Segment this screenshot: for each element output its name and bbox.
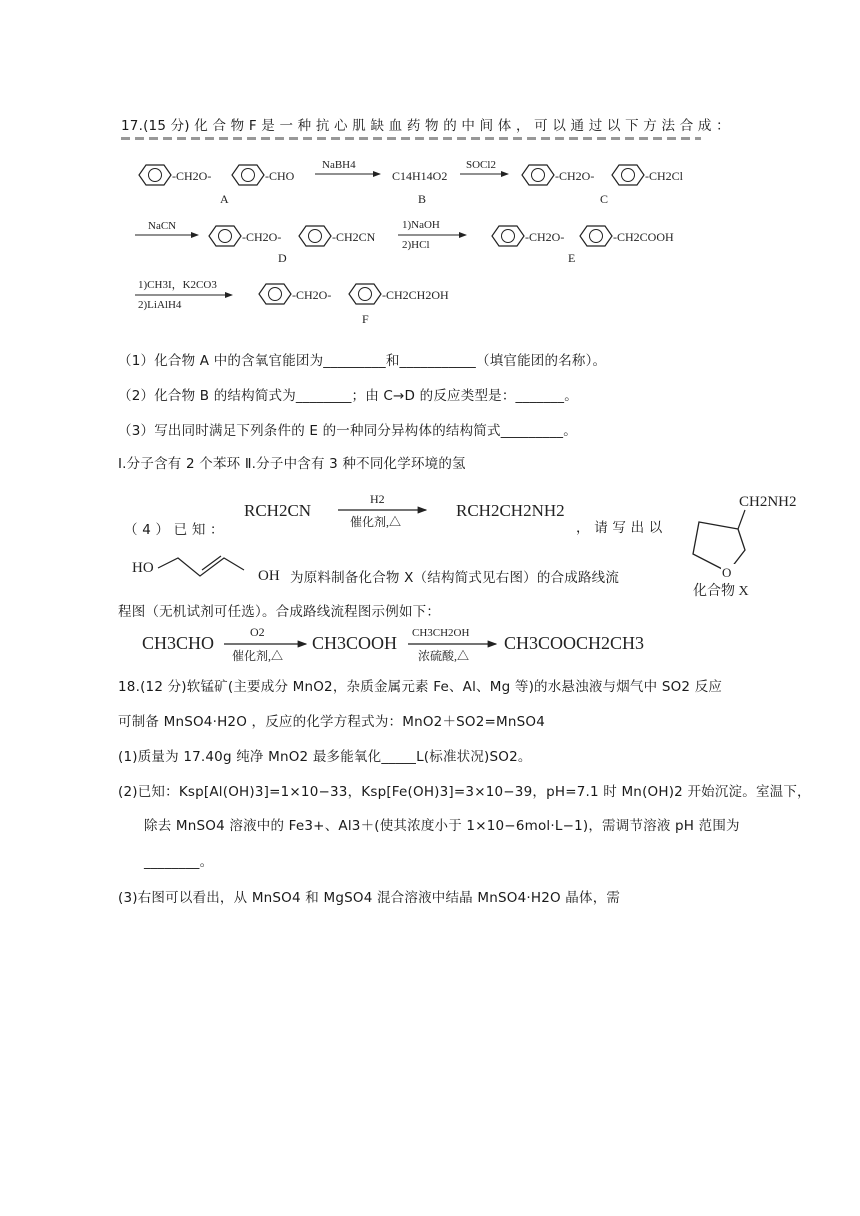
q17-part1: （1）化合物 A 中的含氧官能团为_________和___________（填官能团的名称）。 xyxy=(118,353,607,369)
diol-ho: HO xyxy=(132,560,154,576)
butenediol-structure xyxy=(130,550,295,588)
q17-intro: 17.(15 分) 化 合 物 F 是 一 种 抗 心 肌 缺 血 药 物 的 中 间 体 ， 可 以 通 过 以 下 方 法 合 成 ： xyxy=(121,118,730,134)
svg-text:催化剂,△: 催化剂,△ xyxy=(232,649,284,663)
svg-text:浓硫酸,△: 浓硫酸,△ xyxy=(418,649,470,663)
compound-a xyxy=(139,165,295,206)
svg-text:1)NaOH: 1)NaOH xyxy=(402,219,440,231)
known-reaction xyxy=(240,486,580,536)
reagent-socl2: SOCl2 xyxy=(466,159,496,171)
x-oxygen: O xyxy=(722,565,732,580)
compound-e xyxy=(492,226,674,265)
example-flow xyxy=(140,616,700,666)
label-b: B xyxy=(418,192,427,206)
q18-part2-c: ________。 xyxy=(144,854,214,870)
q17-conditions: Ⅰ.分子含有 2 个苯环 Ⅱ.分子中含有 3 种不同化学环境的氢 xyxy=(118,456,466,472)
svg-text:-CH2O-: -CH2O- xyxy=(525,230,565,244)
q17-part3: （3）写出同时满足下列条件的 E 的一种同分异构体的结构简式_________。 xyxy=(118,423,577,439)
example-s1: CH3CHO xyxy=(142,633,215,653)
svg-text:2)LiAlH4: 2)LiAlH4 xyxy=(138,299,182,311)
svg-text:-CH2O-: -CH2O- xyxy=(242,230,282,244)
q17-part4-line3: 程图（无机试剂可任选）。合成路线流程图示例如下： xyxy=(118,604,441,620)
compound-x-structure xyxy=(683,484,823,602)
example-s2: CH3COOH xyxy=(312,633,398,653)
svg-text:-CH2COOH: -CH2COOH xyxy=(613,230,674,244)
label-a: A xyxy=(220,192,229,206)
example-s3: CH3COOCH2CH3 xyxy=(504,633,645,653)
svg-text:-CH2O-: -CH2O- xyxy=(292,288,332,302)
svg-text:催化剂,△: 催化剂,△ xyxy=(350,515,402,529)
q18-intro-2: 可制备 MnSO4·H2O ，反应的化学方程式为：MnO2＋SO2=MnSO4 xyxy=(118,714,546,730)
x-label: 化合物 X xyxy=(693,584,749,599)
known-product: RCH2CH2NH2 xyxy=(456,501,565,520)
label-f: F xyxy=(362,312,369,326)
compound-d xyxy=(209,226,376,265)
svg-text:2)HCl: 2)HCl xyxy=(402,239,430,251)
q18-part2-b: 除去 MnSO4 溶液中的 Fe3+、Al3＋(使其浓度小于 1×10−6mol·L−1)，需调节溶液 pH 范围为 xyxy=(144,818,740,834)
label-e: E xyxy=(568,251,576,265)
x-substituent: CH2NH2 xyxy=(739,494,797,510)
svg-text:-CHO: -CHO xyxy=(265,169,295,183)
q17-part4-prefix: （ 4 ） 已 知 ： xyxy=(124,522,224,538)
q17-part4-suffix: ， 请 写 出 以 xyxy=(576,520,663,536)
svg-text:-CH2Cl: -CH2Cl xyxy=(645,169,684,183)
label-c: C xyxy=(600,192,609,206)
svg-text:O2: O2 xyxy=(250,625,265,639)
linker-text: -CH2O- xyxy=(172,169,212,183)
svg-text:-CH2CH2OH: -CH2CH2OH xyxy=(382,288,449,302)
compound-c xyxy=(522,165,684,206)
q18-intro-1: 18.(12 分)软锰矿(主要成分 MnO2，杂质金属元素 Fe、Al、Mg 等)的水悬浊液与烟气中 SO2 反应 xyxy=(118,679,723,695)
svg-text:-CH2O-: -CH2O- xyxy=(555,169,595,183)
svg-text:-CH2CN: -CH2CN xyxy=(332,230,376,244)
q18-part3: (3)右图可以看出，从 MnSO4 和 MgSO4 混合溶液中结晶 MnSO4·H2O 晶体，需 xyxy=(118,890,621,906)
formula-b: C14H14O2 xyxy=(392,169,448,183)
reagent-nabh4: NaBH4 xyxy=(322,159,356,171)
compound-f xyxy=(259,284,449,326)
known-reactant: RCH2CN xyxy=(244,501,312,520)
svg-text:H2: H2 xyxy=(370,492,385,506)
q18-part2-a: (2)已知：Ksp[Al(OH)3]=1×10−33，Ksp[Fe(OH)3]=3×10−39，pH=7.1 时 Mn(OH)2 开始沉淀。室温下， xyxy=(118,784,811,800)
label-d: D xyxy=(278,251,287,265)
synthesis-scheme xyxy=(130,140,720,340)
svg-text:1)CH3I，K2CO3: 1)CH3I，K2CO3 xyxy=(138,279,217,291)
reagent-nacn: NaCN xyxy=(148,220,177,232)
svg-text:CH3CH2OH: CH3CH2OH xyxy=(412,627,470,639)
diol-oh: OH xyxy=(258,568,280,584)
q18-part1: (1)质量为 17.40g 纯净 MnO2 最多能氧化_____L(标准状况)SO2。 xyxy=(118,749,532,765)
q17-part2: （2）化合物 B 的结构简式为________；由 C→D 的反应类型是：_______。 xyxy=(118,388,578,404)
q17-part4-line2: 为原料制备化合物 X（结构简式见右图）的合成路线流 xyxy=(290,570,620,586)
